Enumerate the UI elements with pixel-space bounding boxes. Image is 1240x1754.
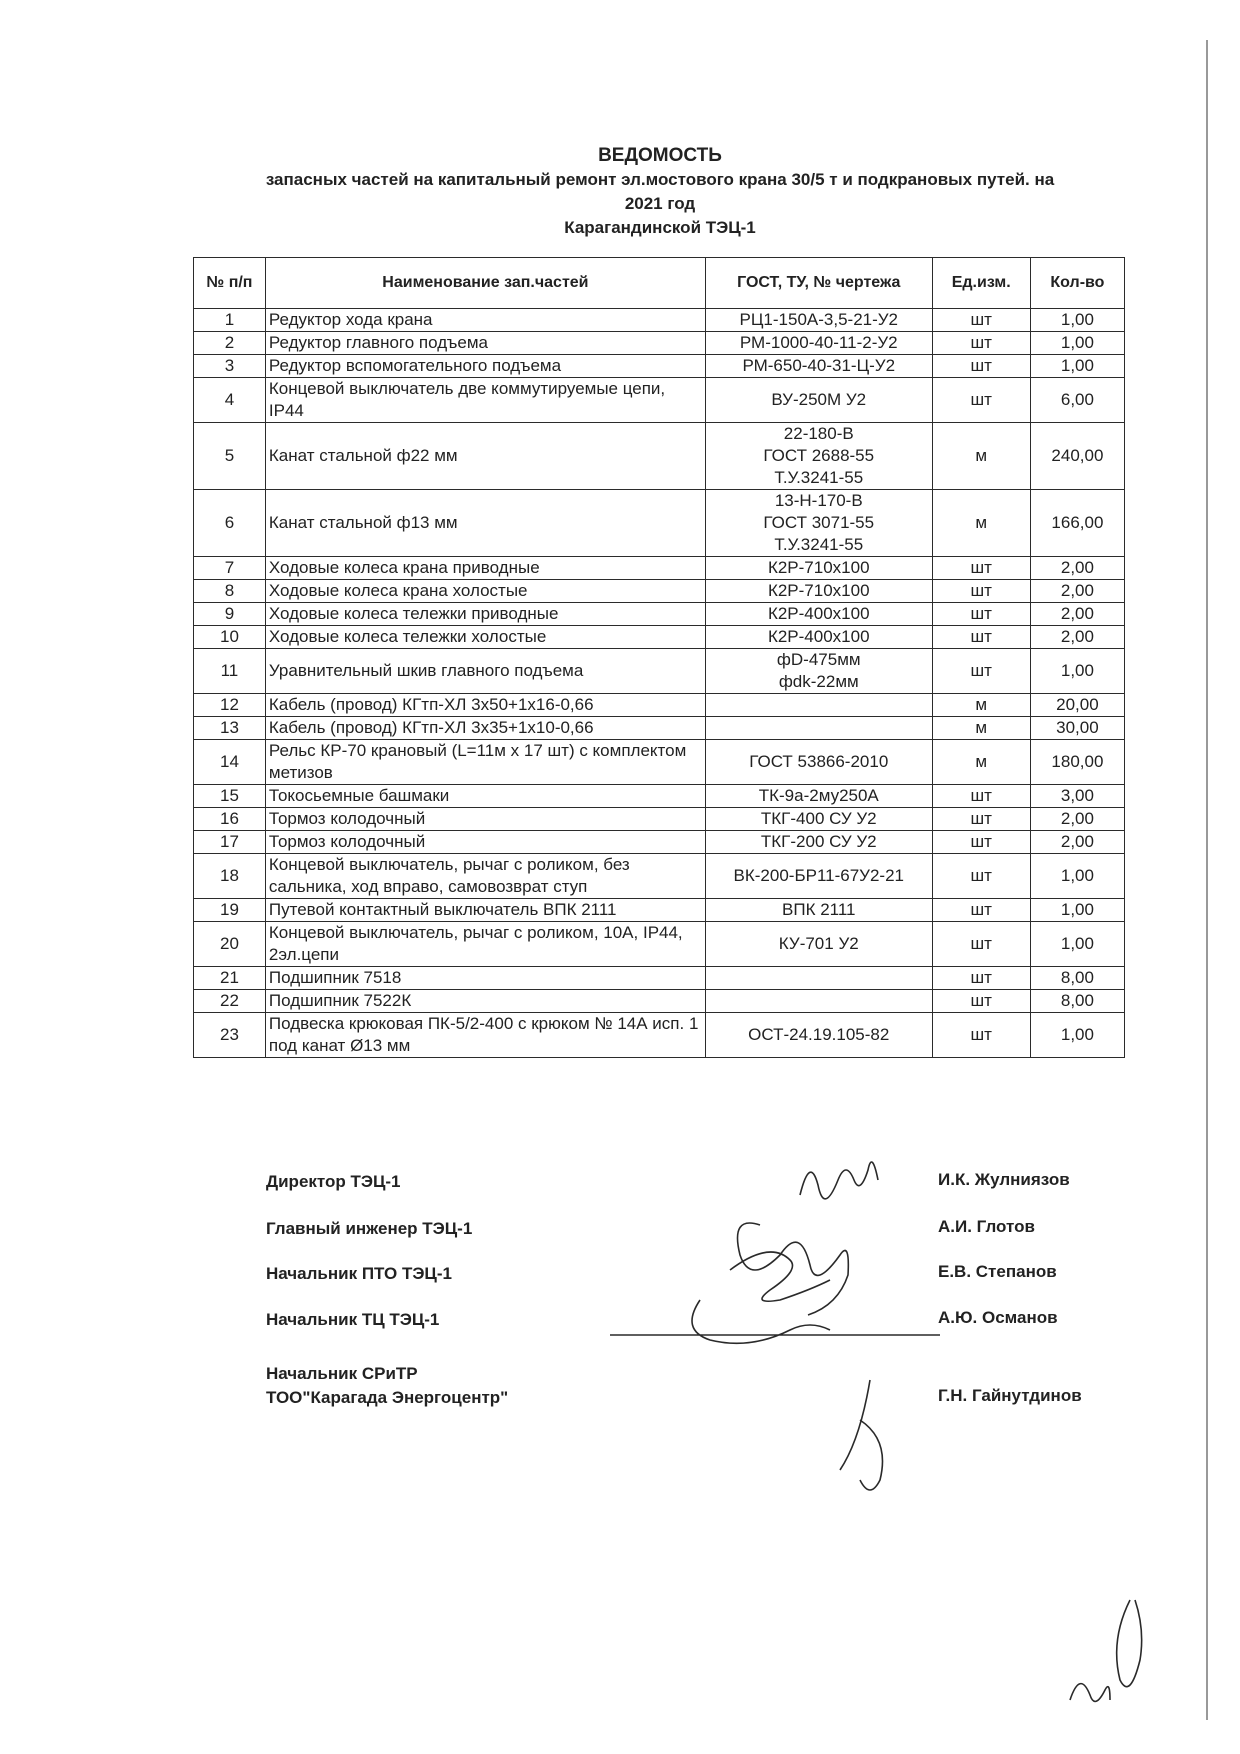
part-name: Канат стальной ф13 мм bbox=[265, 490, 705, 557]
table-row bbox=[194, 831, 1125, 854]
part-name: Подшипник 7518 bbox=[265, 967, 705, 990]
standard-line: ОСТ-24.19.105-82 bbox=[748, 1025, 890, 1044]
header-num: № п/п bbox=[194, 258, 266, 309]
unit-of-measure: шт bbox=[932, 967, 1030, 990]
standard-line: ТКГ-200 СУ У2 bbox=[760, 832, 877, 851]
quantity: 3,00 bbox=[1030, 785, 1124, 808]
unit-of-measure: шт bbox=[932, 603, 1030, 626]
row-number: 3 bbox=[194, 355, 266, 378]
quantity: 1,00 bbox=[1030, 355, 1124, 378]
table-row bbox=[194, 740, 1125, 785]
table-row bbox=[194, 785, 1125, 808]
document-subtitle-line3: Карагандинской ТЭЦ-1 bbox=[564, 218, 756, 237]
table-row bbox=[194, 355, 1125, 378]
quantity: 2,00 bbox=[1030, 580, 1124, 603]
part-standard bbox=[705, 831, 932, 854]
standard-line: ВУ-250М У2 bbox=[771, 390, 867, 409]
part-standard bbox=[705, 967, 932, 990]
unit-of-measure: шт bbox=[932, 355, 1030, 378]
table-row bbox=[194, 649, 1125, 694]
quantity: 1,00 bbox=[1030, 649, 1124, 694]
part-name: Ходовые колеса крана холостые bbox=[265, 580, 705, 603]
row-number: 1 bbox=[194, 309, 266, 332]
standard-line: ВПК 2111 bbox=[782, 900, 856, 919]
row-number: 20 bbox=[194, 922, 266, 967]
row-number: 23 bbox=[194, 1013, 266, 1058]
unit-of-measure: шт bbox=[932, 854, 1030, 899]
part-standard bbox=[705, 785, 932, 808]
table-row bbox=[194, 990, 1125, 1013]
part-standard bbox=[705, 378, 932, 423]
unit-of-measure: шт bbox=[932, 922, 1030, 967]
table-row bbox=[194, 717, 1125, 740]
standard-line: Т.У.3241-55 bbox=[774, 535, 864, 554]
row-number: 21 bbox=[194, 967, 266, 990]
quantity: 1,00 bbox=[1030, 899, 1124, 922]
header-name: Наименование зап.частей bbox=[265, 258, 705, 309]
row-number: 13 bbox=[194, 717, 266, 740]
quantity: 2,00 bbox=[1030, 557, 1124, 580]
part-standard bbox=[705, 423, 932, 490]
unit-of-measure: м bbox=[932, 717, 1030, 740]
part-name: Концевой выключатель две коммутируемые цепи, IP44 bbox=[265, 378, 705, 423]
part-name: Подшипник 7522К bbox=[265, 990, 705, 1013]
table-row bbox=[194, 1013, 1125, 1058]
part-standard bbox=[705, 580, 932, 603]
table-row bbox=[194, 580, 1125, 603]
standard-line: 22-180-В bbox=[783, 424, 854, 443]
unit-of-measure: шт bbox=[932, 649, 1030, 694]
standard-line: К2Р-710х100 bbox=[767, 558, 870, 577]
unit-of-measure: шт bbox=[932, 626, 1030, 649]
document-header bbox=[190, 144, 1130, 240]
spare-parts-table bbox=[193, 257, 1125, 1058]
part-standard bbox=[705, 808, 932, 831]
row-number: 17 bbox=[194, 831, 266, 854]
page-initials bbox=[1070, 1600, 1142, 1701]
header-unit: Ед.изм. bbox=[932, 258, 1030, 309]
standard-line: фdk-22мм bbox=[778, 672, 859, 691]
table-row bbox=[194, 899, 1125, 922]
unit-of-measure: шт bbox=[932, 557, 1030, 580]
signatory-name: А.Ю. Османов bbox=[938, 1308, 1058, 1327]
document-subtitle-line2: 2021 год bbox=[624, 194, 696, 213]
part-standard bbox=[705, 332, 932, 355]
unit-of-measure: шт bbox=[932, 332, 1030, 355]
standard-line: Т.У.3241-55 bbox=[774, 468, 864, 487]
signatory-position: Начальник ТЦ ТЭЦ-1 bbox=[266, 1310, 440, 1329]
quantity: 2,00 bbox=[1030, 808, 1124, 831]
part-name: Ходовые колеса крана приводные bbox=[265, 557, 705, 580]
table-row bbox=[194, 309, 1125, 332]
unit-of-measure: м bbox=[932, 740, 1030, 785]
table-row bbox=[194, 557, 1125, 580]
standard-line: РЦ1-150А-3,5-21-У2 bbox=[739, 310, 899, 329]
part-name: Тормоз колодочный bbox=[265, 808, 705, 831]
part-name: Редуктор хода крана bbox=[265, 309, 705, 332]
document-subtitle-line1: запасных частей на капитальный ремонт эл.мостового крана 30/5 т и подкрановых путей. на bbox=[265, 170, 1055, 189]
standard-line: ВК-200-БР11-67У2-21 bbox=[733, 866, 904, 885]
part-name: Путевой контактный выключатель ВПК 2111 bbox=[265, 899, 705, 922]
table-row bbox=[194, 378, 1125, 423]
quantity: 1,00 bbox=[1030, 332, 1124, 355]
signature-tc bbox=[610, 1300, 940, 1343]
signatory-name: И.К. Жулниязов bbox=[938, 1170, 1070, 1189]
unit-of-measure: шт bbox=[932, 785, 1030, 808]
row-number: 11 bbox=[194, 649, 266, 694]
part-standard bbox=[705, 922, 932, 967]
quantity: 20,00 bbox=[1030, 694, 1124, 717]
row-number: 15 bbox=[194, 785, 266, 808]
unit-of-measure: шт bbox=[932, 990, 1030, 1013]
part-standard bbox=[705, 603, 932, 626]
standard-line: К2Р-400х100 bbox=[767, 604, 870, 623]
table-row bbox=[194, 808, 1125, 831]
unit-of-measure: шт bbox=[932, 831, 1030, 854]
document-title: ВЕДОМОСТЬ bbox=[598, 145, 722, 166]
unit-of-measure: м bbox=[932, 490, 1030, 557]
unit-of-measure: шт bbox=[932, 1013, 1030, 1058]
row-number: 6 bbox=[194, 490, 266, 557]
signature-sritr bbox=[840, 1380, 883, 1490]
table-row bbox=[194, 967, 1125, 990]
part-name: Токосьемные башмаки bbox=[265, 785, 705, 808]
row-number: 19 bbox=[194, 899, 266, 922]
quantity: 1,00 bbox=[1030, 854, 1124, 899]
quantity: 6,00 bbox=[1030, 378, 1124, 423]
standard-line: К2Р-710х100 bbox=[767, 581, 870, 600]
signatory-name: Е.В. Степанов bbox=[938, 1262, 1057, 1281]
quantity: 240,00 bbox=[1030, 423, 1124, 490]
signatory-position: Начальник ПТО ТЭЦ-1 bbox=[266, 1264, 452, 1283]
standard-line: ГОСТ 53866-2010 bbox=[749, 752, 889, 771]
standard-line: ТК-9а-2му250А bbox=[758, 786, 879, 805]
standard-line: ГОСТ 3071-55 bbox=[763, 513, 875, 532]
part-name: Редуктор вспомогательного подъема bbox=[265, 355, 705, 378]
part-name: Ходовые колеса тележки приводные bbox=[265, 603, 705, 626]
unit-of-measure: м bbox=[932, 423, 1030, 490]
row-number: 12 bbox=[194, 694, 266, 717]
table-row bbox=[194, 490, 1125, 557]
part-name: Концевой выключатель, рычаг с роликом, 10А, IP44, 2эл.цепи bbox=[265, 922, 705, 967]
standard-line: фD-475мм bbox=[776, 650, 861, 669]
row-number: 9 bbox=[194, 603, 266, 626]
standard-line: К2Р-400х100 bbox=[767, 627, 870, 646]
quantity: 30,00 bbox=[1030, 717, 1124, 740]
part-standard bbox=[705, 309, 932, 332]
quantity: 8,00 bbox=[1030, 967, 1124, 990]
table-row bbox=[194, 423, 1125, 490]
part-name: Кабель (провод) КГтп-ХЛ 3х35+1х10-0,66 bbox=[265, 717, 705, 740]
header-qty: Кол-во bbox=[1030, 258, 1124, 309]
part-standard bbox=[705, 899, 932, 922]
row-number: 22 bbox=[194, 990, 266, 1013]
part-standard bbox=[705, 740, 932, 785]
signature-pto bbox=[730, 1252, 830, 1301]
part-name: Рельс КР-70 крановый (L=11м х 17 шт) с комплектом метизов bbox=[265, 740, 705, 785]
part-standard bbox=[705, 649, 932, 694]
quantity: 2,00 bbox=[1030, 603, 1124, 626]
part-standard bbox=[705, 1013, 932, 1058]
signature-chief-engineer bbox=[738, 1223, 849, 1315]
part-standard bbox=[705, 854, 932, 899]
part-name: Тормоз колодочный bbox=[265, 831, 705, 854]
table-row bbox=[194, 854, 1125, 899]
unit-of-measure: шт bbox=[932, 899, 1030, 922]
unit-of-measure: шт bbox=[932, 808, 1030, 831]
quantity: 2,00 bbox=[1030, 626, 1124, 649]
quantity: 1,00 bbox=[1030, 922, 1124, 967]
part-standard bbox=[705, 626, 932, 649]
row-number: 4 bbox=[194, 378, 266, 423]
part-standard bbox=[705, 694, 932, 717]
signatory-position: Главный инженер ТЭЦ-1 bbox=[266, 1219, 473, 1238]
standard-line: РМ-650-40-31-Ц-У2 bbox=[742, 356, 896, 375]
page-edge-line bbox=[1206, 40, 1208, 1720]
part-name: Уравнительный шкив главного подъема bbox=[265, 649, 705, 694]
header-gost: ГОСТ, ТУ, № чертежа bbox=[705, 258, 932, 309]
part-name: Ходовые колеса тележки холостые bbox=[265, 626, 705, 649]
quantity: 166,00 bbox=[1030, 490, 1124, 557]
row-number: 2 bbox=[194, 332, 266, 355]
signatory-name: Г.Н. Гайнутдинов bbox=[938, 1386, 1082, 1405]
signature-director bbox=[800, 1162, 878, 1199]
unit-of-measure: шт bbox=[932, 378, 1030, 423]
standard-line: ГОСТ 2688-55 bbox=[763, 446, 875, 465]
standard-line: ТКГ-400 СУ У2 bbox=[760, 809, 877, 828]
quantity: 180,00 bbox=[1030, 740, 1124, 785]
table-row bbox=[194, 694, 1125, 717]
part-name: Подвеска крюковая ПК-5/2-400 с крюком № 14А исп. 1 под канат Ø13 мм bbox=[265, 1013, 705, 1058]
standard-line: КУ-701 У2 bbox=[778, 934, 859, 953]
quantity: 8,00 bbox=[1030, 990, 1124, 1013]
standard-line: 13-Н-170-В bbox=[774, 491, 863, 510]
row-number: 8 bbox=[194, 580, 266, 603]
signatory-name: А.И. Глотов bbox=[938, 1217, 1035, 1236]
quantity: 2,00 bbox=[1030, 831, 1124, 854]
row-number: 18 bbox=[194, 854, 266, 899]
quantity: 1,00 bbox=[1030, 309, 1124, 332]
part-standard bbox=[705, 717, 932, 740]
table-row bbox=[194, 332, 1125, 355]
table-row bbox=[194, 626, 1125, 649]
row-number: 16 bbox=[194, 808, 266, 831]
table-body bbox=[194, 309, 1125, 1058]
part-standard bbox=[705, 490, 932, 557]
quantity: 1,00 bbox=[1030, 1013, 1124, 1058]
part-name: Канат стальной ф22 мм bbox=[265, 423, 705, 490]
part-standard bbox=[705, 355, 932, 378]
part-name: Редуктор главного подъема bbox=[265, 332, 705, 355]
part-standard bbox=[705, 557, 932, 580]
part-name: Концевой выключатель, рычаг с роликом, без сальника, ход вправо, самовозврат ступ bbox=[265, 854, 705, 899]
unit-of-measure: шт bbox=[932, 580, 1030, 603]
table-row bbox=[194, 922, 1125, 967]
signatory-position: Начальник СРиТР ТОО"Карагада Энергоцентр" bbox=[266, 1364, 509, 1407]
unit-of-measure: шт bbox=[932, 309, 1030, 332]
row-number: 14 bbox=[194, 740, 266, 785]
row-number: 5 bbox=[194, 423, 266, 490]
table-row bbox=[194, 603, 1125, 626]
part-name: Кабель (провод) КГтп-ХЛ 3х50+1х16-0,66 bbox=[265, 694, 705, 717]
part-standard bbox=[705, 990, 932, 1013]
standard-line: РМ-1000-40-11-2-У2 bbox=[739, 333, 898, 352]
signatory-position: Директор ТЭЦ-1 bbox=[266, 1172, 401, 1191]
row-number: 7 bbox=[194, 557, 266, 580]
unit-of-measure: м bbox=[932, 694, 1030, 717]
row-number: 10 bbox=[194, 626, 266, 649]
table-header-row bbox=[194, 258, 1125, 309]
